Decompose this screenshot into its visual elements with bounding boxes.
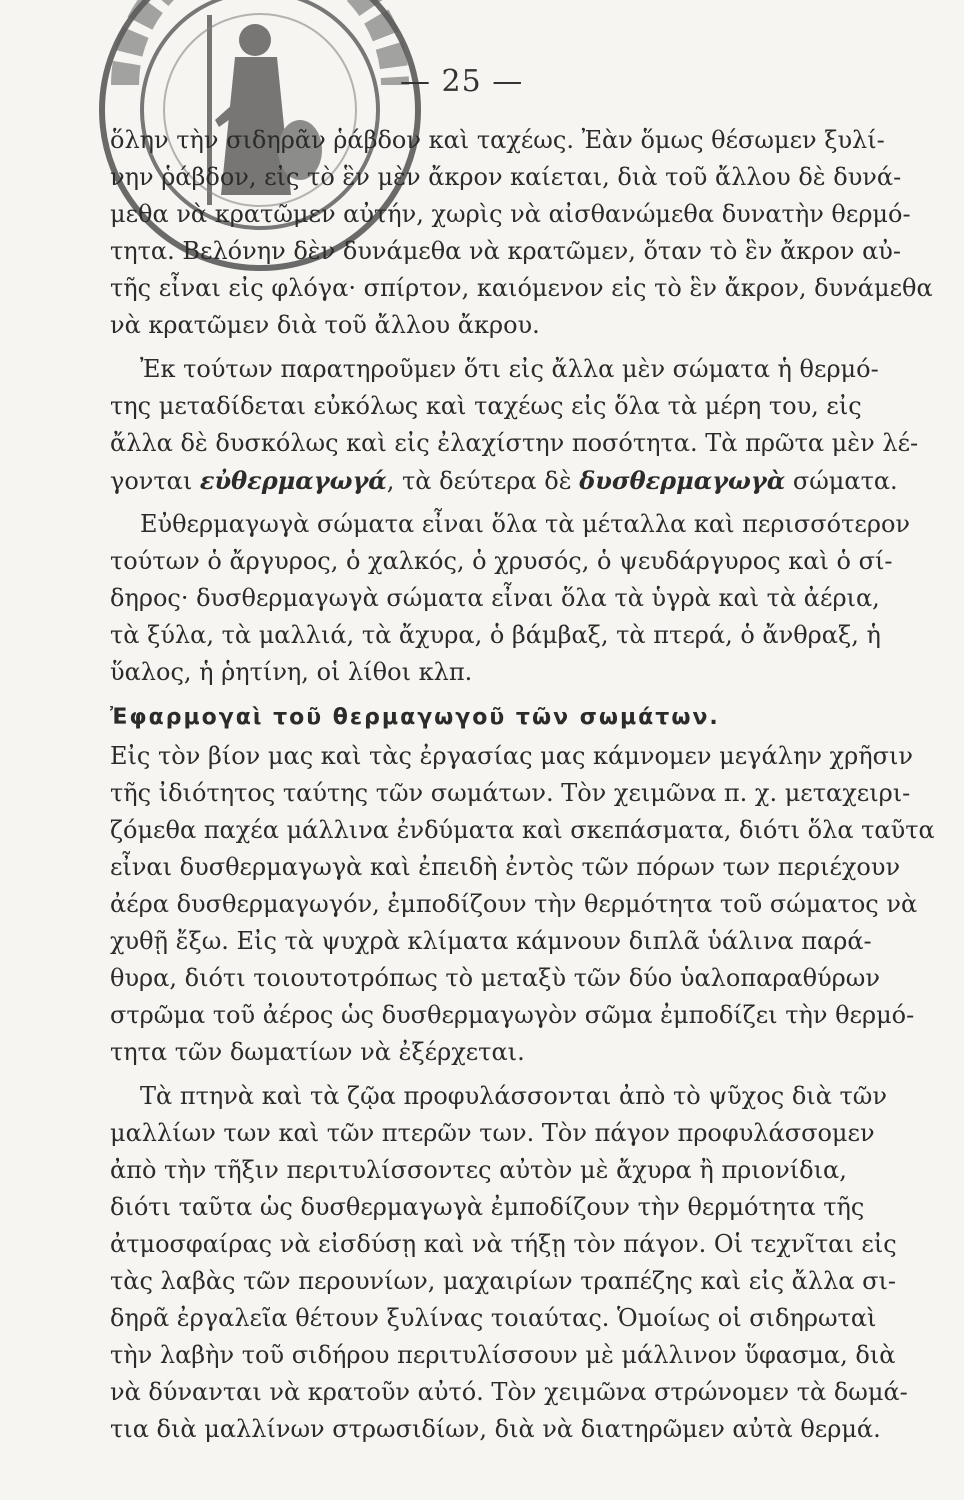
text-line: της μεταδίδεται εὐκόλως καὶ ταχέως εἰς ὅλα τὰ μέρη του, εἰς xyxy=(110,392,862,420)
text-line: Εἰς τὸν βίον μας καὶ τὰς ἐργασίας μας κάμνομεν μεγάλην χρῆσιν xyxy=(110,742,913,770)
text-line: μαλλίων των καὶ τῶν πτερῶν των. Τὸν πάγον προφυλάσσομεν xyxy=(110,1119,875,1147)
text-line: ἀπὸ τὴν τῆξιν περιτυλίσσοντες αὐτὸν μὲ ἄχυρα ἢ πριονίδια, xyxy=(110,1156,847,1184)
text-line: Ἐκ τούτων παρατηροῦμεν ὅτι εἰς ἄλλα μὲν σώματα ἡ θερμό- xyxy=(140,355,879,383)
text-line: δηρος· δυσθερμαγωγὰ σώματα εἶναι ὅλα τὰ ὑγρὰ καὶ τὰ ἀέρια, xyxy=(110,584,880,612)
term-insulating: δυσθερμαγωγὰ xyxy=(579,466,786,495)
section-heading: Ἐφαρμογαὶ τοῦ θερμαγωγοῦ τῶν σωμάτων. xyxy=(110,705,720,730)
text-line: τὰς λαβὰς τῶν περουνίων, μαχαιρίων τραπέζης καὶ εἰς ἄλλα σι- xyxy=(110,1267,897,1295)
paragraph xyxy=(110,698,935,1071)
page-number: — 25 — xyxy=(400,64,524,99)
paragraph xyxy=(110,506,910,691)
text-fragment: γονται xyxy=(110,467,200,495)
text-line: μεθα νὰ κρατῶμεν αὐτήν, χωρὶς νὰ αἰσθανώμεθα δυνατὴν θερμό- xyxy=(110,200,911,228)
paragraph xyxy=(110,351,919,499)
text-line: χυθῇ ἔξω. Εἰς τὰ ψυχρὰ κλίματα κάμνουν διπλᾶ ὑάλινα παρά- xyxy=(110,927,872,955)
text-line: τητα. Βελόνην δὲν δυνάμεθα νὰ κρατῶμεν, ὅταν τὸ ἓν ἄκρον αὐ- xyxy=(110,237,901,265)
text-line: διότι ταῦτα ὡς δυσθερμαγωγὰ ἐμποδίζουν τὴν θερμότητα τῆς xyxy=(110,1193,865,1221)
text-line: νην ῥάβδον, εἰς τὸ ἓν μὲν ἄκρον καίεται, διὰ τοῦ ἄλλου δὲ δυνά- xyxy=(110,163,902,191)
text-line: Τὰ πτηνὰ καὶ τὰ ζῷα προφυλάσσονται ἀπὸ τὸ ψῦχος διὰ τῶν xyxy=(140,1082,887,1110)
text-line: ἀτμοσφαίρας νὰ εἰσδύσῃ καὶ νὰ τήξῃ τὸν πάγον. Οἱ τεχνῖται εἰς xyxy=(110,1230,897,1258)
text-line: νὰ δύνανται νὰ κρατοῦν αὐτό. Τὸν χειμῶνα στρώνομεν τὰ δωμά- xyxy=(110,1378,908,1406)
term-conductive: εὐθερμαγωγά xyxy=(199,466,387,495)
text-line: στρῶμα τοῦ ἀέρος ὡς δυσθερμαγωγὸν σῶμα ἐμποδίζει τὴν θερμό- xyxy=(110,1001,915,1029)
text-line xyxy=(110,462,898,499)
text-line: θυρα, διότι τοιουτοτρόπως τὸ μεταξὺ τῶν δύο ὑαλοπαραθύρων xyxy=(110,964,880,992)
text-line: τῆς ἰδιότητος ταύτης τῶν σωμάτων. Τὸν χειμῶνα π. χ. μεταχειρι- xyxy=(110,779,911,807)
text-fragment: σώματα. xyxy=(785,467,898,495)
text-line: νὰ κρατῶμεν διὰ τοῦ ἄλλου ἄκρου. xyxy=(110,311,540,339)
paragraph xyxy=(110,1078,908,1448)
text-line: εἶναι δυσθερμαγωγὰ καὶ ἐπειδὴ ἐντὸς τῶν πόρων των περιέχουν xyxy=(110,853,901,881)
text-line: ζόμεθα παχέα μάλλινα ἐνδύματα καὶ σκεπάσματα, διότι ὅλα ταῦτα xyxy=(110,816,935,844)
text-line: ἀέρα δυσθερμαγωγόν, ἐμποδίζουν τὴν θερμότητα τοῦ σώματος νὰ xyxy=(110,890,918,918)
text-line: ὅλην τὴν σιδηρᾶν ῥάβδον καὶ ταχέως. Ἐὰν ὅμως θέσωμεν ξυλί- xyxy=(110,126,885,154)
text-line: τια διὰ μαλλίνων στρωσιδίων, διὰ νὰ διατηρῶμεν αὐτὰ θερμά. xyxy=(110,1415,881,1443)
text-line: ὕαλος, ἡ ῥητίνη, οἱ λίθοι κλπ. xyxy=(110,658,473,686)
text-line: τὴν λαβὴν τοῦ σιδήρου περιτυλίσσουν μὲ μάλλινον ὕφασμα, διὰ xyxy=(110,1341,896,1369)
body-text xyxy=(110,122,935,1448)
text-line: τὰ ξύλα, τὰ μαλλιά, τὰ ἄχυρα, ὁ βάμβαξ, τὰ πτερά, ὁ ἄνθραξ, ἡ xyxy=(110,621,881,649)
text-fragment: , τὰ δεύτερα δὲ xyxy=(386,467,580,495)
text-line: τητα τῶν δωματίων νὰ ἐξέρχεται. xyxy=(110,1038,525,1066)
text-line: τούτων ὁ ἄργυρος, ὁ χαλκός, ὁ χρυσός, ὁ ψευδάργυρος καὶ ὁ σί- xyxy=(110,547,893,575)
text-line: ἄλλα δὲ δυσκόλως καὶ εἰς ἐλαχίστην ποσότητα. Τὰ πρῶτα μὲν λέ- xyxy=(110,429,919,457)
text-line: Εὐθερμαγωγὰ σώματα εἶναι ὅλα τὰ μέταλλα καὶ περισσότερον xyxy=(140,510,910,538)
text-line: δηρᾶ ἐργαλεῖα θέτουν ξυλίνας τοιαύτας. Ὁμοίως οἱ σιδηρωταὶ xyxy=(110,1304,877,1332)
text-line: τῆς εἶναι εἰς φλόγα· σπίρτον, καιόμενον εἰς τὸ ἓν ἄκρον, δυνάμεθα xyxy=(110,274,933,302)
paragraph xyxy=(110,122,933,344)
